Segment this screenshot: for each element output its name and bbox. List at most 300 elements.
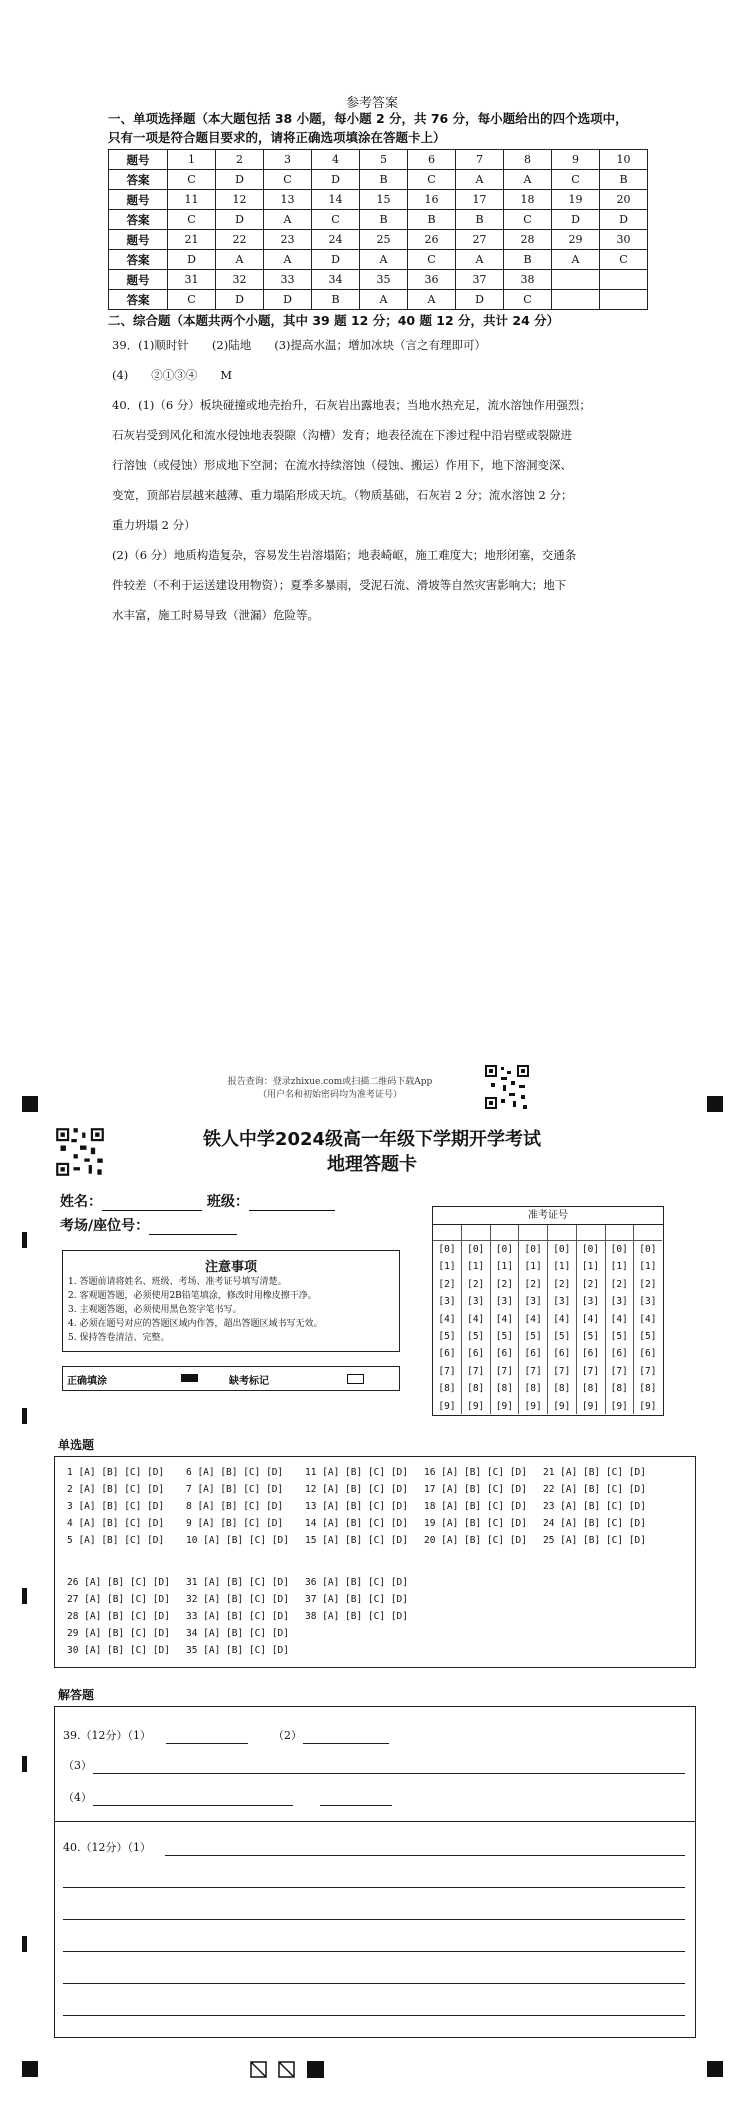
exam-id-bubble[interactable]: [5] <box>524 1330 542 1342</box>
correct-fill-label: 正确填涂 <box>67 1376 107 1387</box>
name-field[interactable] <box>60 1191 335 1211</box>
answer-cell: A <box>456 250 504 270</box>
exam-id-bubble[interactable]: [1] <box>553 1261 571 1273</box>
exam-id-bubble[interactable]: [9] <box>639 1400 657 1412</box>
q40-line[interactable] <box>63 1951 685 1952</box>
question-number-cell: 36 <box>408 270 456 290</box>
answer-cell: C <box>168 210 216 230</box>
answer-cell: A <box>264 250 312 270</box>
exam-id-bubble[interactable]: [9] <box>495 1400 513 1412</box>
notice-item: 4. 必须在题号对应的答题区域内作答，超出答题区域书写无效。 <box>68 1319 323 1329</box>
exam-id-column <box>490 1225 519 1414</box>
mc-question-bubbles[interactable]: 30 [A] [B] [C] [D] <box>67 1645 170 1656</box>
exam-id-bubble[interactable]: [8] <box>553 1383 571 1395</box>
exam-id-digit-write-cell[interactable] <box>433 1225 461 1241</box>
question-number-row <box>109 230 648 250</box>
exam-id-bubble[interactable]: [8] <box>581 1383 600 1395</box>
exam-id-digit-write-cell[interactable] <box>462 1225 490 1241</box>
name-line[interactable] <box>102 1196 202 1211</box>
exam-id-bubble[interactable]: [7] <box>524 1365 542 1377</box>
question-number-cell: 33 <box>264 270 312 290</box>
exam-id-bubble[interactable]: [1] <box>524 1261 542 1273</box>
timing-mark <box>22 1408 27 1424</box>
answer-cell: C <box>504 290 552 310</box>
mc-question-bubbles[interactable]: 34 [A] [B] [C] [D] <box>186 1628 289 1639</box>
mc-question-bubbles[interactable]: 16 [A] [B] [C] [D] <box>424 1467 527 1478</box>
answer-cell: B <box>600 170 648 190</box>
exam-id-bubble[interactable]: [1] <box>438 1261 456 1273</box>
answer-cell: D <box>216 210 264 230</box>
exam-id-bubble[interactable]: [0] <box>524 1244 542 1255</box>
exam-id-bubble[interactable]: [6] <box>524 1348 542 1360</box>
corner-marker <box>22 2061 38 2077</box>
answer-cell: A <box>408 290 456 310</box>
bottom-marks <box>250 2061 324 2078</box>
exam-id-bubble[interactable]: [3] <box>639 1296 657 1308</box>
exam-id-bubble[interactable]: [9] <box>610 1400 628 1412</box>
mc-question-bubbles[interactable]: 21 [A] [B] [C] [D] <box>543 1467 646 1478</box>
exam-id-bubble[interactable]: [4] <box>438 1313 456 1325</box>
exam-id-bubble[interactable]: [3] <box>467 1296 485 1308</box>
absent-box-icon[interactable] <box>347 1374 364 1384</box>
class-label: 班级： <box>206 1194 249 1210</box>
answer-line: 件较差（不利于运送建设用物资）；夏季多暴雨，受泥石流、滑坡等自然灾害影响大；地下 <box>112 578 567 592</box>
exam-id-bubble[interactable]: [6] <box>438 1348 456 1360</box>
answer-line: 行溶蚀（或侵蚀）形成地下空洞；在流水持续溶蚀（侵蚀、搬运）作用下，地下溶洞变深、 <box>112 458 572 472</box>
q39-4-label: （4） <box>63 1791 92 1804</box>
mc-question-bubbles[interactable]: 25 [A] [B] [C] [D] <box>543 1535 646 1546</box>
exam-id-bubble[interactable]: [2] <box>581 1278 600 1290</box>
exam-id-bubble[interactable]: [9] <box>581 1400 600 1412</box>
question-number-row <box>109 150 648 170</box>
exam-id-bubble[interactable]: [5] <box>495 1330 513 1342</box>
exam-id-bubble[interactable]: [9] <box>553 1400 571 1412</box>
answer-cell: A <box>264 210 312 230</box>
q40-line[interactable] <box>165 1855 685 1856</box>
exam-id-bubble[interactable]: [4] <box>639 1313 657 1325</box>
fill-example-box <box>62 1366 400 1391</box>
answer-line: 变宽，顶部岩层越来越薄、重力塌陷形成天坑。（物质基础，石灰岩 2 分；流水溶蚀 2 分； <box>112 488 573 502</box>
exam-id-bubble[interactable]: [1] <box>467 1261 485 1273</box>
answer-line: 40．(1)（6 分）板块碰撞或地壳抬升，石灰岩出露地表；当地水热充足，流水溶蚀作用强烈； <box>112 398 591 412</box>
mc-question-bubbles[interactable]: 35 [A] [B] [C] [D] <box>186 1645 289 1656</box>
question-number-cell: 31 <box>168 270 216 290</box>
answer-cell: D <box>600 210 648 230</box>
mc-question-bubbles[interactable]: 37 [A] [B] [C] [D] <box>305 1594 408 1605</box>
answer-cell: D <box>552 210 600 230</box>
question-number-cell: 32 <box>216 270 264 290</box>
class-line[interactable] <box>249 1196 335 1211</box>
answer-line: 重力坍塌 2 分） <box>112 518 196 532</box>
qr-code-icon <box>483 1063 531 1111</box>
exam-id-bubble[interactable]: [2] <box>639 1278 657 1290</box>
answer-cell: B <box>360 210 408 230</box>
exam-id-bubble[interactable]: [0] <box>467 1244 485 1255</box>
mc-question-bubbles[interactable]: 7 [A] [B] [C] [D] <box>186 1484 284 1495</box>
mc-question-bubbles[interactable]: 18 [A] [B] [C] [D] <box>424 1501 527 1512</box>
mc-question-bubbles[interactable]: 9 [A] [B] [C] [D] <box>186 1518 284 1529</box>
answer-cell: D <box>216 170 264 190</box>
exam-id-bubble[interactable]: [6] <box>467 1348 485 1360</box>
exam-id-bubble[interactable]: [3] <box>495 1296 513 1308</box>
answer-row <box>109 250 648 270</box>
answer-cell: C <box>168 290 216 310</box>
answer-cell: C <box>408 170 456 190</box>
mc-question-bubbles[interactable]: 11 [A] [B] [C] [D] <box>305 1467 408 1478</box>
section1-title-line1: 一、单项选择题（本大题包括 38 小题，每小题 2 分，共 76 分，每小题给出的四个选项中， <box>108 111 628 126</box>
exam-id-column <box>519 1225 548 1414</box>
section1-title-line2: 只有一项是符合题目要求的，请将正确选项填涂在答题卡上） <box>108 130 446 145</box>
mc-question-bubbles[interactable]: 10 [A] [B] [C] [D] <box>186 1535 289 1546</box>
mc-question-bubbles[interactable]: 31 [A] [B] [C] [D] <box>186 1577 289 1588</box>
exam-id-bubble[interactable]: [6] <box>581 1348 600 1360</box>
question-number-cell: 2 <box>216 150 264 170</box>
answer-cell: C <box>312 210 360 230</box>
exam-id-bubble[interactable]: [4] <box>581 1313 600 1325</box>
q39-1-line[interactable] <box>166 1743 248 1744</box>
mc-question-bubbles[interactable]: 29 [A] [B] [C] [D] <box>67 1628 170 1639</box>
row-header: 题号 <box>109 190 168 210</box>
question-number-cell: 10 <box>600 150 648 170</box>
exam-id-column <box>634 1225 662 1414</box>
row-header: 题号 <box>109 150 168 170</box>
mc-question-bubbles[interactable]: 23 [A] [B] [C] [D] <box>543 1501 646 1512</box>
mc-question-bubbles[interactable]: 4 [A] [B] [C] [D] <box>67 1518 165 1529</box>
mc-question-bubbles[interactable]: 3 [A] [B] [C] [D] <box>67 1501 165 1512</box>
question-number-cell: 26 <box>408 230 456 250</box>
answer-text-block <box>112 330 672 630</box>
exam-id-bubble[interactable]: [3] <box>581 1296 600 1308</box>
exam-id-bubble[interactable]: [7] <box>438 1365 456 1377</box>
answer-table <box>108 149 648 310</box>
answer-row <box>109 290 648 310</box>
q39-label: 39.（12分）（1） <box>63 1729 151 1742</box>
question-number-cell: 19 <box>552 190 600 210</box>
report-note <box>210 1076 450 1102</box>
notice-box <box>62 1250 400 1352</box>
report-line2: （用户名和初始密码均为准考证号） <box>257 1090 402 1100</box>
mc-section-title: 单选题 <box>58 1438 95 1452</box>
exam-id-bubble[interactable]: [0] <box>610 1244 628 1255</box>
question-number-cell: 18 <box>504 190 552 210</box>
exam-id-bubble[interactable]: [0] <box>495 1244 513 1255</box>
exam-id-bubble[interactable]: [2] <box>553 1278 571 1290</box>
exam-id-digit-write-cell[interactable] <box>605 1225 633 1241</box>
mc-question-bubbles[interactable]: 15 [A] [B] [C] [D] <box>305 1535 408 1546</box>
question-number-cell: 23 <box>264 230 312 250</box>
exam-id-bubble[interactable]: [6] <box>610 1348 628 1360</box>
exam-id-bubble[interactable]: [6] <box>639 1348 657 1360</box>
mc-question-bubbles[interactable]: 1 [A] [B] [C] [D] <box>67 1467 165 1478</box>
answer-cell: D <box>168 250 216 270</box>
exam-id-bubble[interactable]: [7] <box>610 1365 628 1377</box>
mc-question-bubbles[interactable]: 14 [A] [B] [C] [D] <box>305 1518 408 1529</box>
timing-mark <box>22 1936 27 1952</box>
timing-mark <box>22 1232 27 1248</box>
question-number-cell: 6 <box>408 150 456 170</box>
absent-label: 缺考标记 <box>229 1376 269 1387</box>
exam-id-digit-write-cell[interactable] <box>519 1225 547 1241</box>
mc-question-bubbles[interactable]: 20 [A] [B] [C] [D] <box>424 1535 527 1546</box>
exam-id-bubble[interactable]: [5] <box>610 1330 628 1342</box>
question-number-cell: 37 <box>456 270 504 290</box>
exam-id-bubble[interactable]: [5] <box>553 1330 571 1342</box>
exam-id-digit-write-cell[interactable] <box>577 1225 605 1241</box>
mc-question-bubbles[interactable]: 32 [A] [B] [C] [D] <box>186 1594 289 1605</box>
q40-line[interactable] <box>63 1983 685 1984</box>
timing-mark <box>22 1756 27 1772</box>
question-number-cell: 9 <box>552 150 600 170</box>
exam-id-bubble[interactable]: [8] <box>495 1383 513 1395</box>
exam-id-bubble[interactable]: [2] <box>610 1278 628 1290</box>
q40-label: 40.（12分）（1） <box>63 1841 151 1854</box>
question-number-cell: 29 <box>552 230 600 250</box>
mc-question-bubbles[interactable]: 2 [A] [B] [C] [D] <box>67 1484 165 1495</box>
corner-marker <box>707 1096 723 1112</box>
answer-cell: C <box>264 170 312 190</box>
question-number-cell <box>552 270 600 290</box>
exam-id-bubble[interactable]: [9] <box>467 1400 485 1412</box>
row-header: 答案 <box>109 290 168 310</box>
exam-id-bubble[interactable]: [9] <box>438 1400 456 1412</box>
question-number-cell: 34 <box>312 270 360 290</box>
exam-id-bubble[interactable]: [8] <box>639 1383 657 1395</box>
exam-id-bubble[interactable]: [8] <box>610 1383 628 1395</box>
row-header: 答案 <box>109 250 168 270</box>
question-number-cell: 8 <box>504 150 552 170</box>
question-number-cell: 28 <box>504 230 552 250</box>
answer-cell: C <box>552 170 600 190</box>
answer-line: (4) ②①③④ M <box>112 368 233 382</box>
exam-id-bubble[interactable]: [5] <box>639 1330 657 1342</box>
exam-id-digit-write-cell[interactable] <box>548 1225 576 1241</box>
question-number-cell: 14 <box>312 190 360 210</box>
answer-line: 39．(1)顺时针 (2)陆地 (3)提高水温；增加冰块（言之有理即可） <box>112 338 486 352</box>
answer-line: 水丰富，施工时易导致（泄漏）危险等。 <box>112 608 319 622</box>
answer-cell: A <box>360 290 408 310</box>
exam-id-column <box>462 1225 491 1414</box>
mc-question-bubbles[interactable]: 27 [A] [B] [C] [D] <box>67 1594 170 1605</box>
exam-id-bubble[interactable]: [5] <box>438 1330 456 1342</box>
answer-cell: A <box>360 250 408 270</box>
exam-id-column <box>577 1225 606 1414</box>
filled-sample-icon <box>181 1374 198 1382</box>
question-number-cell: 24 <box>312 230 360 250</box>
q39-2-line[interactable] <box>303 1743 389 1744</box>
corner-marker <box>707 2061 723 2077</box>
exam-id-bubble[interactable]: [7] <box>553 1365 571 1377</box>
question-number-cell: 16 <box>408 190 456 210</box>
question-number-cell <box>600 270 648 290</box>
mc-question-bubbles[interactable]: 33 [A] [B] [C] [D] <box>186 1611 289 1622</box>
answer-cell: C <box>600 250 648 270</box>
mc-question-bubbles[interactable]: 22 [A] [B] [C] [D] <box>543 1484 646 1495</box>
answer-cell: B <box>456 210 504 230</box>
question-number-cell: 15 <box>360 190 408 210</box>
question-number-cell: 35 <box>360 270 408 290</box>
question-number-cell: 38 <box>504 270 552 290</box>
question-number-cell: 11 <box>168 190 216 210</box>
question-number-cell: 22 <box>216 230 264 250</box>
mc-question-bubbles[interactable]: 8 [A] [B] [C] [D] <box>186 1501 284 1512</box>
row-header: 答案 <box>109 170 168 190</box>
exam-id-bubble[interactable]: [1] <box>639 1261 657 1273</box>
answer-line: 石灰岩受到风化和流水侵蚀地表裂隙（沟槽）发育；地表径流在下渗过程中沿岩壁或裂隙进 <box>112 428 572 442</box>
row-header: 题号 <box>109 270 168 290</box>
exam-id-bubble[interactable]: [2] <box>495 1278 513 1290</box>
mc-question-bubbles[interactable]: 38 [A] [B] [C] [D] <box>305 1611 408 1622</box>
exam-id-bubble[interactable]: [0] <box>639 1244 657 1255</box>
answer-row <box>109 170 648 190</box>
answer-cell: C <box>408 250 456 270</box>
exam-id-bubble[interactable]: [1] <box>610 1261 628 1273</box>
question-number-cell: 4 <box>312 150 360 170</box>
answer-cell <box>600 290 648 310</box>
exam-id-bubble[interactable]: [7] <box>581 1365 600 1377</box>
mc-question-bubbles[interactable]: 6 [A] [B] [C] [D] <box>186 1467 284 1478</box>
row-header: 题号 <box>109 230 168 250</box>
exam-id-bubble[interactable]: [4] <box>524 1313 542 1325</box>
question-number-cell: 17 <box>456 190 504 210</box>
question-number-cell: 27 <box>456 230 504 250</box>
answer-cell: A <box>216 250 264 270</box>
mc-answer-box <box>54 1456 696 1668</box>
exam-id-bubble[interactable]: [8] <box>524 1383 542 1395</box>
exam-id-bubble[interactable]: [3] <box>524 1296 542 1308</box>
mc-question-bubbles[interactable]: 12 [A] [B] [C] [D] <box>305 1484 408 1495</box>
room-label: 考场/座位号： <box>60 1218 150 1234</box>
answer-cell: C <box>504 210 552 230</box>
question-number-cell: 25 <box>360 230 408 250</box>
notice-item: 2. 客观题答题，必须使用2B铅笔填涂，修改时用橡皮擦干净。 <box>68 1291 317 1301</box>
exam-id-bubble[interactable]: [0] <box>553 1244 571 1255</box>
question-number-cell: 7 <box>456 150 504 170</box>
exam-id-bubble[interactable]: [3] <box>610 1296 628 1308</box>
exam-id-bubble[interactable]: [0] <box>438 1244 456 1255</box>
name-label: 姓名： <box>60 1194 102 1210</box>
answer-cell: D <box>312 250 360 270</box>
q39-3-line[interactable] <box>93 1773 685 1774</box>
question-number-cell: 21 <box>168 230 216 250</box>
exam-id-title: 准考证号 <box>433 1207 663 1225</box>
answer-cell: A <box>456 170 504 190</box>
sa-section-title: 解答题 <box>58 1688 95 1702</box>
exam-id-column <box>548 1225 577 1414</box>
section2-title: 二、综合题（本题共两个小题，其中 39 题 12 分；40 题 12 分，共计 24 分） <box>108 313 560 328</box>
exam-id-bubble[interactable]: [4] <box>495 1313 513 1325</box>
answer-cell: D <box>216 290 264 310</box>
answer-cell: B <box>360 170 408 190</box>
q39-2-label: （2） <box>273 1729 302 1742</box>
notice-title: 注意事项 <box>204 1260 257 1275</box>
exam-id-bubble[interactable]: [1] <box>581 1261 600 1273</box>
question-number-row <box>109 190 648 210</box>
exam-id-bubble[interactable]: [6] <box>553 1348 571 1360</box>
exam-id-digit-write-cell[interactable] <box>490 1225 518 1241</box>
card-subtitle: 地理答题卡 <box>327 1154 417 1175</box>
exam-id-bubble[interactable]: [5] <box>467 1330 485 1342</box>
row-header: 答案 <box>109 210 168 230</box>
report-line1: 报告查询：登录zhixue.com或扫描二维码下载App <box>227 1077 433 1087</box>
room-field[interactable] <box>60 1215 237 1235</box>
exam-id-bubble[interactable]: [4] <box>610 1313 628 1325</box>
q39-3-label: （3） <box>63 1759 92 1772</box>
answer-key-title: 参考答案 <box>345 96 398 111</box>
exam-id-bubble[interactable]: [2] <box>467 1278 485 1290</box>
q40-line[interactable] <box>63 1887 685 1888</box>
exam-id-bubble[interactable]: [4] <box>467 1313 485 1325</box>
mc-question-bubbles[interactable]: 28 [A] [B] [C] [D] <box>67 1611 170 1622</box>
card-title: 铁人中学2024级高一年级下学期开学考试 <box>202 1129 542 1150</box>
exam-id-digit-write-cell[interactable] <box>634 1225 662 1241</box>
notice-item: 1. 答题前请将姓名、班级、考场、准考证号填写清楚。 <box>68 1277 287 1287</box>
corner-marker <box>22 1096 38 1112</box>
question-number-row <box>109 270 648 290</box>
notice-item: 5. 保持答卷清洁、完整。 <box>68 1333 170 1343</box>
exam-id-bubble[interactable]: [7] <box>467 1365 485 1377</box>
answer-cell: B <box>312 290 360 310</box>
question-number-cell: 13 <box>264 190 312 210</box>
exam-id-bubble[interactable]: [6] <box>495 1348 513 1360</box>
exam-id-bubble[interactable]: [3] <box>553 1296 571 1308</box>
timing-mark <box>22 1588 27 1604</box>
exam-id-bubble[interactable]: [8] <box>467 1383 485 1395</box>
exam-id-bubble[interactable]: [2] <box>438 1278 456 1290</box>
exam-id-bubble[interactable]: [8] <box>438 1383 456 1395</box>
answer-cell: D <box>312 170 360 190</box>
answer-line: (2)（6 分）地质构造复杂，容易发生岩溶塌陷；地表崎岖，施工难度大；地形闭塞，交通条 <box>112 548 577 562</box>
room-line[interactable] <box>149 1220 237 1235</box>
exam-id-bubble[interactable]: [5] <box>581 1330 600 1342</box>
exam-id-column <box>605 1225 634 1414</box>
q39-4-line[interactable] <box>93 1805 293 1806</box>
question-number-cell: 12 <box>216 190 264 210</box>
question-number-cell: 20 <box>600 190 648 210</box>
q40-line[interactable] <box>63 2015 685 2016</box>
answer-cell: B <box>408 210 456 230</box>
question-number-cell: 1 <box>168 150 216 170</box>
q40-line[interactable] <box>63 1919 685 1920</box>
sa-answer-box <box>54 1706 696 2038</box>
exam-id-box <box>432 1206 664 1416</box>
exam-id-bubble[interactable]: [7] <box>495 1365 513 1377</box>
mc-question-bubbles[interactable]: 5 [A] [B] [C] [D] <box>67 1535 165 1546</box>
exam-id-bubble[interactable]: [7] <box>639 1365 657 1377</box>
exam-id-bubble[interactable]: [2] <box>524 1278 542 1290</box>
mc-question-bubbles[interactable]: 24 [A] [B] [C] [D] <box>543 1518 646 1529</box>
q-divider <box>55 1821 695 1822</box>
mc-question-bubbles[interactable]: 17 [A] [B] [C] [D] <box>424 1484 527 1495</box>
mc-question-bubbles[interactable]: 36 [A] [B] [C] [D] <box>305 1577 408 1588</box>
answer-cell: B <box>504 250 552 270</box>
exam-id-bubble[interactable]: [9] <box>524 1400 542 1412</box>
exam-id-bubble[interactable]: [4] <box>553 1313 571 1325</box>
question-number-cell: 3 <box>264 150 312 170</box>
answer-cell: C <box>168 170 216 190</box>
exam-id-bubble[interactable]: [3] <box>438 1296 456 1308</box>
answer-cell: D <box>456 290 504 310</box>
answer-cell <box>552 290 600 310</box>
exam-id-bubble[interactable]: [1] <box>495 1261 513 1273</box>
answer-cell: D <box>264 290 312 310</box>
mc-question-bubbles[interactable]: 13 [A] [B] [C] [D] <box>305 1501 408 1512</box>
q39-4-line2[interactable] <box>320 1805 392 1806</box>
question-number-cell: 5 <box>360 150 408 170</box>
exam-id-bubble[interactable]: [0] <box>581 1244 600 1255</box>
mc-question-bubbles[interactable]: 26 [A] [B] [C] [D] <box>67 1577 170 1588</box>
mc-question-bubbles[interactable]: 19 [A] [B] [C] [D] <box>424 1518 527 1529</box>
answer-cell: A <box>552 250 600 270</box>
